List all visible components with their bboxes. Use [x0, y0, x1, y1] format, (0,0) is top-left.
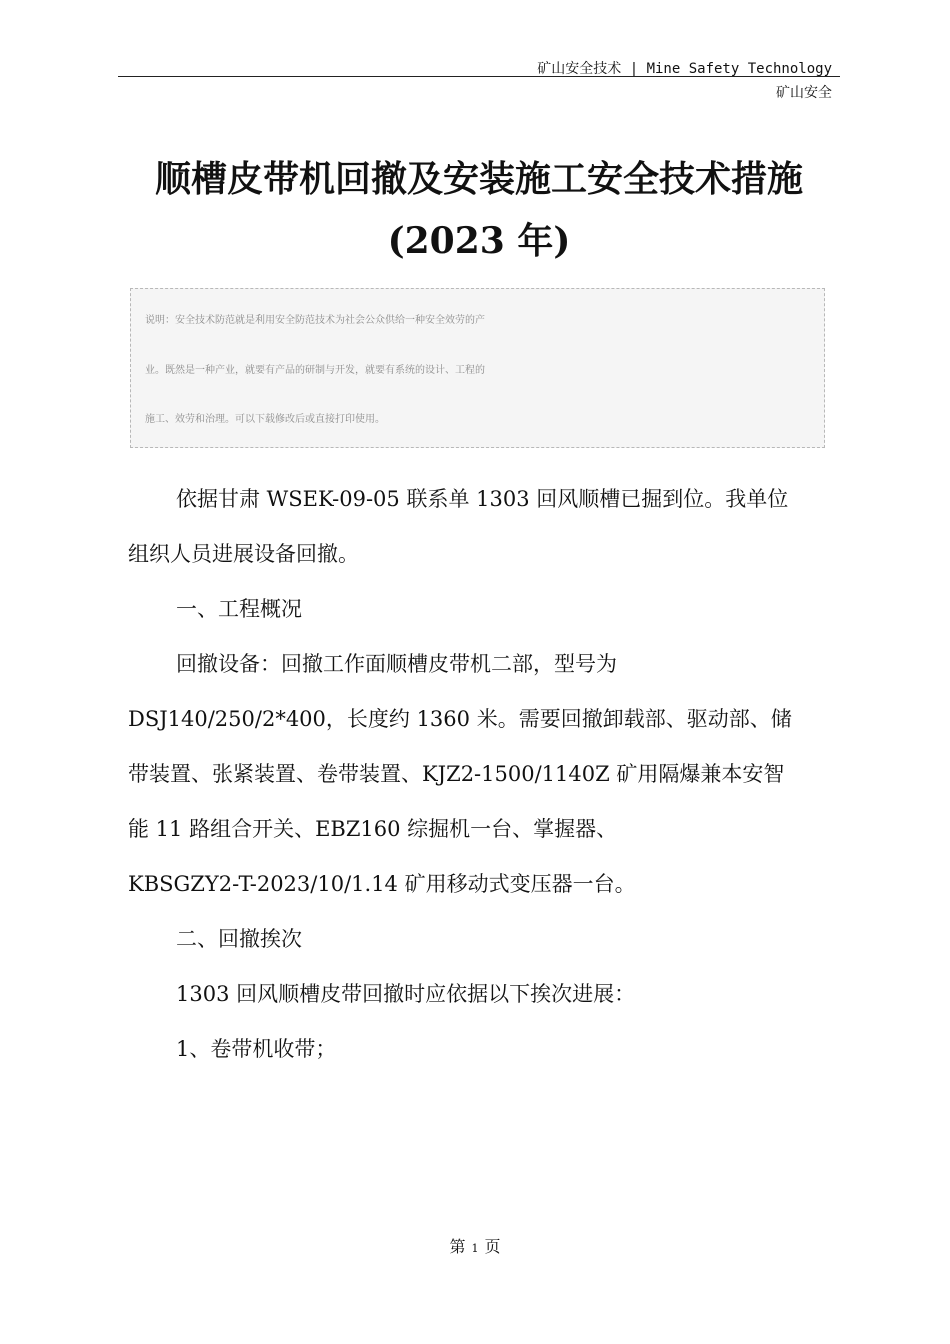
footer-suffix: 页: [484, 1237, 501, 1256]
note-line-3: 施工、效劳和治理。可以下载修改后或直接打印使用。: [145, 414, 385, 425]
document-title: [118, 148, 840, 272]
note-line-1: 说明：安全技术防范就是利用安全防范技术为社会公众供给一种安全效劳的产: [145, 315, 485, 326]
note-line-2: 业。既然是一种产业，就要有产品的研制与开发，就要有系统的设计、工程的: [145, 365, 485, 376]
header-title: 矿山安全技术 | Mine Safety Technology: [537, 61, 832, 77]
paragraph-2-line-3: 带装置、张紧装置、卷带装置、KJZ2-1500/1140Z 矿用隔爆兼本安智: [128, 762, 785, 786]
section-heading-sequence: 二、回撤挨次: [176, 927, 302, 951]
paragraph-1-line-1: 依据甘肃 WSEK-09-05 联系单 1303 回风顺槽已掘到位。我单位: [176, 487, 789, 511]
header-subtitle: 矿山安全: [776, 85, 832, 101]
document-title-line1: 顺槽皮带机回撤及安装施工安全技术措施: [154, 158, 803, 200]
paragraph-2-line-1: 回撤设备：回撤工作面顺槽皮带机二部，型号为: [176, 652, 617, 676]
note-box: [130, 288, 825, 448]
document-title-line2: (2023 年): [387, 220, 571, 262]
page-footer: [0, 1234, 950, 1257]
paragraph-2-line-5: KBSGZY2-T-2023/10/1.14 矿用移动式变压器一台。: [128, 872, 636, 896]
paragraph-2-line-4: 能 11 路组合开关、EBZ160 综掘机一台、掌握器、: [128, 817, 618, 841]
paragraph-2-line-2: DSJ140/250/2*400，长度约 1360 米。需要回撤卸载部、驱动部、储: [128, 707, 792, 731]
header-divider: [118, 76, 840, 77]
footer-prefix: 第: [449, 1237, 466, 1256]
document-body: [128, 472, 833, 1077]
paragraph-3: 1303 回风顺槽皮带回撤时应依据以下挨次进展：: [176, 982, 636, 1006]
page-number: 1: [471, 1242, 479, 1255]
list-item-1: 1、卷带机收带；: [176, 1037, 337, 1061]
section-heading-overview: 一、工程概况: [176, 597, 302, 621]
paragraph-1-line-2: 组织人员进展设备回撤。: [128, 542, 359, 566]
